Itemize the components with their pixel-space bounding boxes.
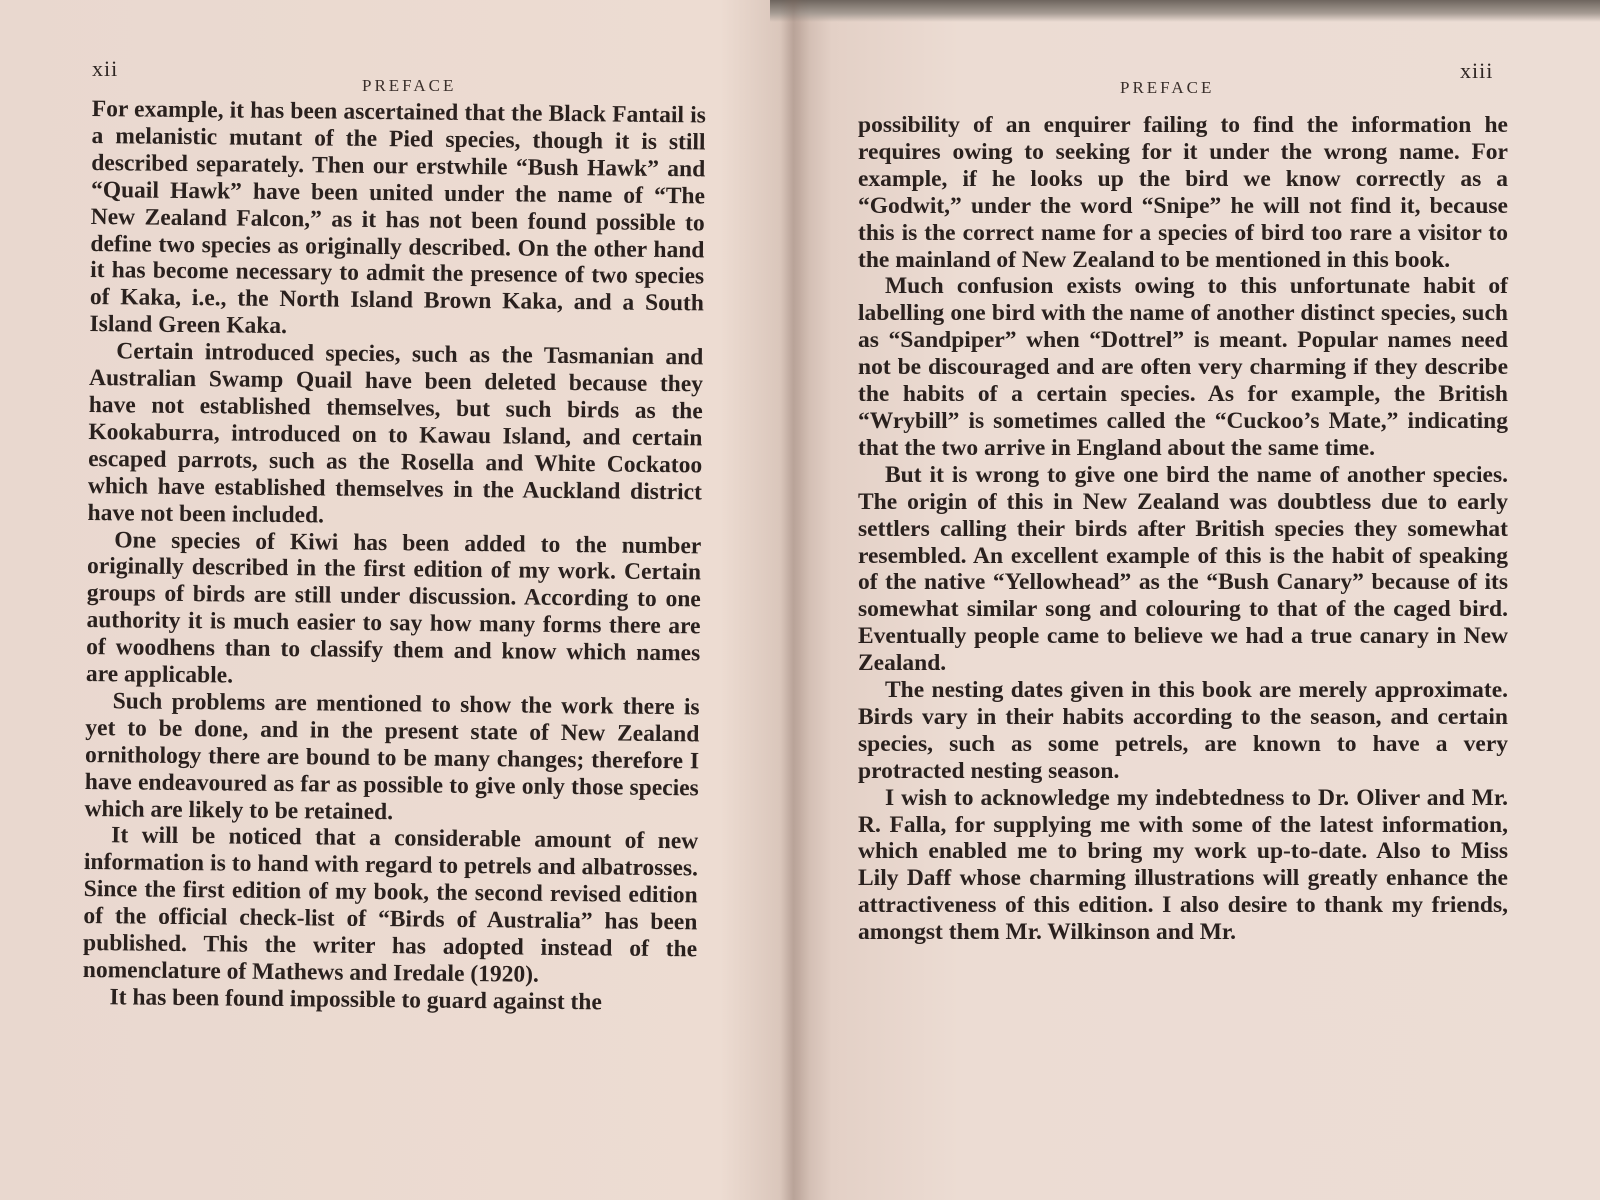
paragraph: For example, it has been ascertained that the Black Fantail is a melanistic mutant of the Pied species, though it is still described separately. Then our erstwhile “Bush Hawk” and “Quail Hawk” have been united under the name of “The New Zealand Falcon,” as it has not been found possible to define two species as originally described. On the other hand it has become necessary to admit the presence of two species of Kaka, i.e., the North Island Brown Kaka, and a South Island Green Kaka. [89,96,706,340]
paragraph: It has been found impossible to guard against the [109,984,602,1016]
paragraph: I wish to acknowledge my indebtedness to Dr. Oliver and Mr. R. Falla, for supplying me with some of the latest information, which enabled me to bring my work up-to-date. Also to Miss Lily Daff whose charming illustrations will greatly enhance the attractiveness of this edition. I also desire to thank my friends, amongst them Mr. Wilkinson and Mr. [858,784,1508,946]
page-number-left: xii [92,56,119,81]
right-page [810,0,1600,1200]
paragraph: possibility of an enquirer failing to find the information he requires owing to seeking for it under the wrong name. For example, if he looks up the bird we know correctly as a “Godwit,” under the word “Snipe” he will not find it, because this is the correct name for a species of bird too rare a visitor to the mainland of New Zealand to be mentioned in this book. [858,112,1508,273]
left-page [0,0,790,1200]
left-page-text [82,96,706,1017]
paragraph: But it is wrong to give one bird the name of another species. The origin of this in New Zealand was doubtless due to early settlers calling their birds after British species they somewhat resembled. An excellent example of this is the habit of speaking of the native “Yellowhead” as the “Bush Canary” because of its somewhat similar song and colouring to that of the caged bird. Eventually people came to believe we had a true canary in New Zealand. [858,461,1508,677]
paragraph: Certain introduced species, such as the Tasmanian and Australian Swamp Quail have been deleted because they have not established themselves, but such birds as the Kookaburra, introduced on to Kawau Island, and certain escaped parrots, such as the Rosella and White Cockatoo which have established themselves in the Auckland district have not been included. [87,338,704,529]
paragraph: Such problems are mentioned to show the work there is yet to be done, and in the present state of New Zealand ornithology there are bound to be many changes; therefore I have endeavoured as far as possible to give only those species which are likely to be retained. [84,688,700,825]
paragraph: It will be noticed that a considerable amount of new information is to hand with regard to petrels and albatrosses. Since the first edition of my book, the second revised edition of the official check-list of “Birds of Australia” has been published. This the writer has adopted instead of the nomenclature of Mathews and Iredale (1920). [82,822,699,988]
paragraph: Much confusion exists owing to this unfortunate habit of labelling one bird with the name of another distinct species, such as “Sandpiper” when “Dottrel” is meant. Popular names need not be discouraged and are often very charming if they describe the habits of a certain species. As for example, the British “Wrybill” is sometimes called the “Cuckoo’s Mate,” indicating that the two arrive in England about the same time. [858,273,1508,461]
paragraph: The nesting dates given in this book are merely approximate. Birds vary in their habits according to the season, and certain species, such as some petrels, are known to have a very protracted nesting season. [858,677,1508,784]
page-number-right: xiii [1460,58,1494,83]
right-page-text [858,112,1508,946]
running-head-right: PREFACE [1120,78,1215,97]
running-head-left: PREFACE [362,76,457,95]
paragraph: One species of Kiwi has been added to the number originally described in the first edition of my work. Certain groups of birds are still under discussion. According to one authority it is much easier to say how many forms there are of woodhens than to classify them and know which names are applicable. [85,526,702,689]
